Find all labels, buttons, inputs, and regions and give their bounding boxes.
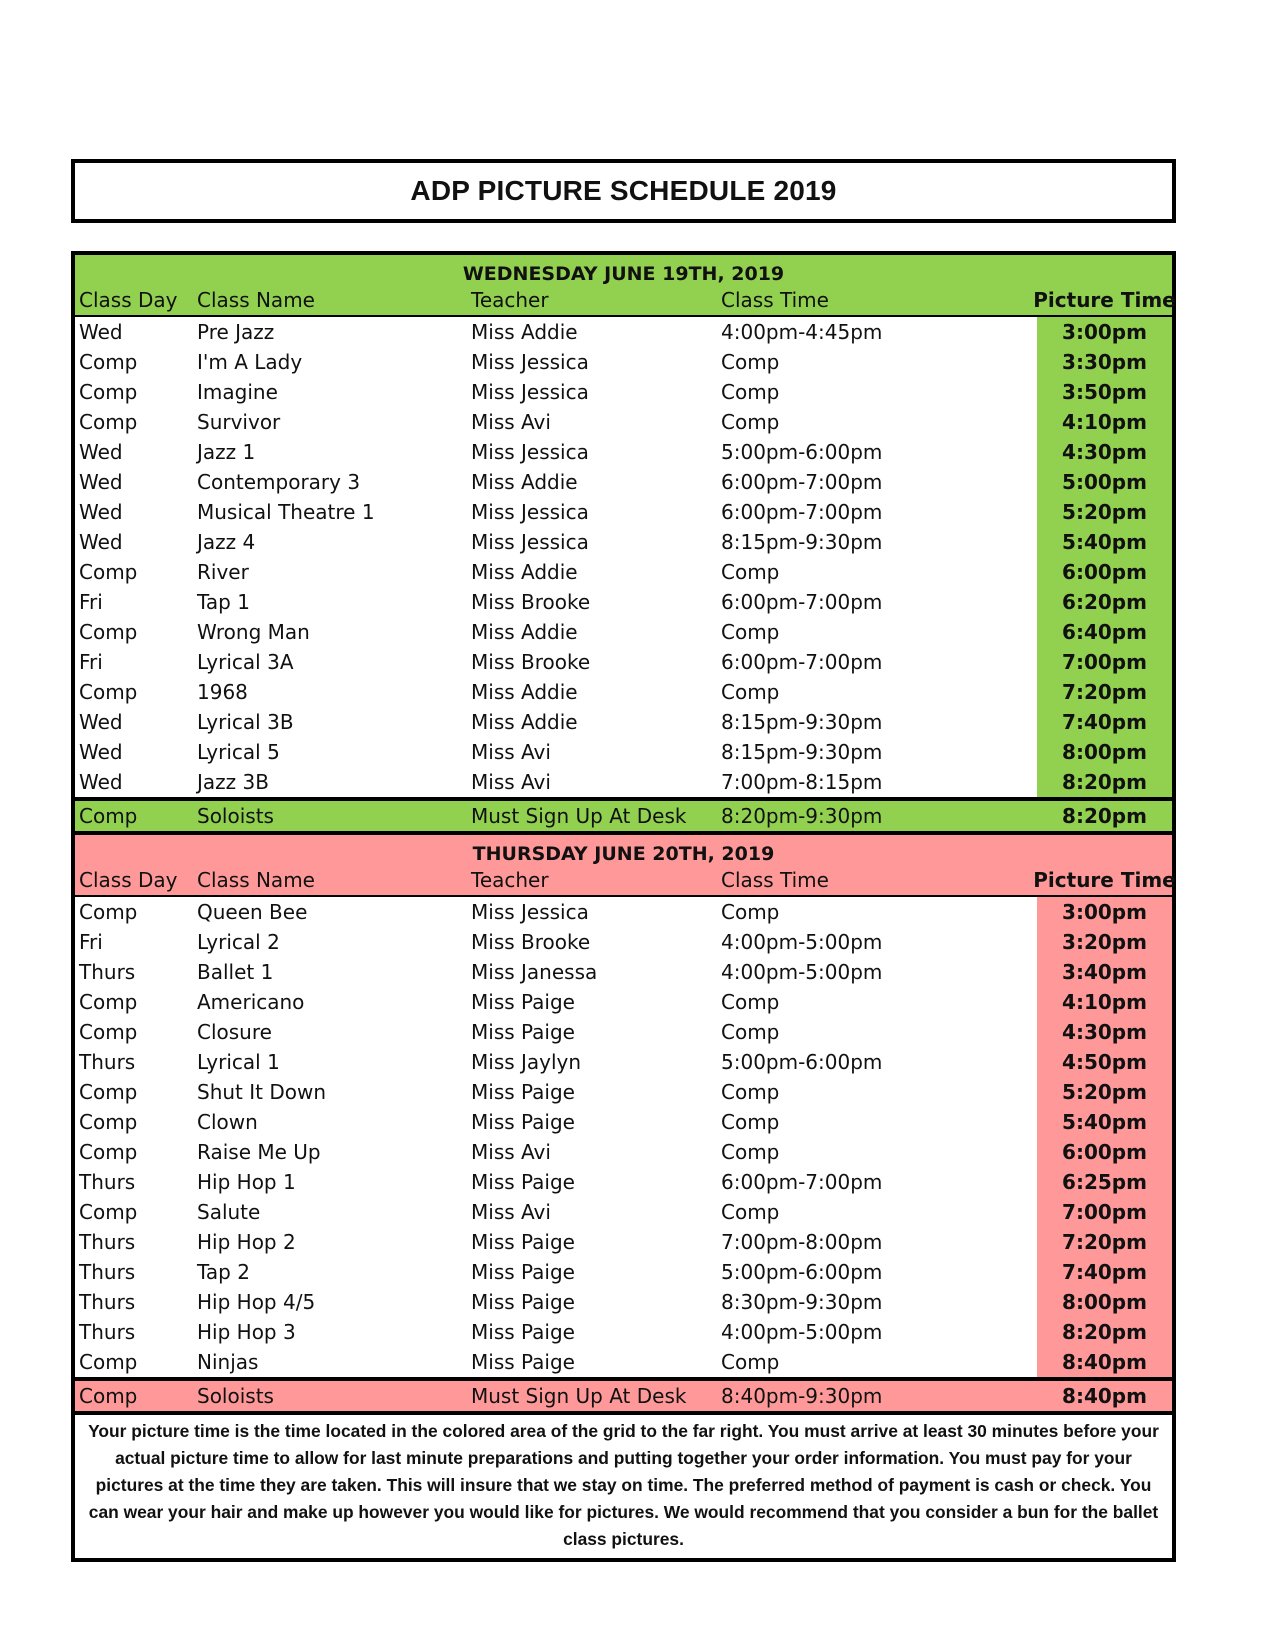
cell-class-time: 8:15pm-9:30pm bbox=[721, 710, 883, 734]
cell-class-day: Comp bbox=[79, 560, 138, 584]
cell-teacher: Miss Paige bbox=[471, 1260, 575, 1284]
cell-class-day: Comp bbox=[79, 1110, 138, 1134]
cell-class-time: 6:00pm-7:00pm bbox=[721, 500, 883, 524]
cell-picture-time: 4:50pm bbox=[1037, 1047, 1172, 1077]
instructions-note: Your picture time is the time located in the colored area of the grid to the far right. You must arrive at least 30 minutes before your actual picture time to allow for last minute preparations and putting together your order information. You must pay for your pictures at the time they are taken. This will insure that we stay on time. The preferred method of payment is cash or check. You can wear your hair and make up however you would like for pictures. We would recommend that you consider a bun for the ballet class pictures. bbox=[71, 1412, 1176, 1562]
cell-class-name: Hip Hop 2 bbox=[197, 1230, 296, 1254]
cell-class-time: Comp bbox=[721, 560, 780, 584]
table-row bbox=[75, 1227, 1172, 1257]
cell-class-name: Lyrical 1 bbox=[197, 1050, 280, 1074]
cell-class-day: Comp bbox=[79, 350, 138, 374]
thursday-column-header bbox=[75, 865, 1176, 897]
cell-teacher: Miss Avi bbox=[471, 770, 551, 794]
cell-teacher: Miss Jessica bbox=[471, 900, 589, 924]
cell-picture-time: 6:40pm bbox=[1037, 617, 1172, 647]
cell-class-time: Comp bbox=[721, 380, 780, 404]
cell-class-day: Thurs bbox=[79, 1230, 136, 1254]
cell-class-time: 6:00pm-7:00pm bbox=[721, 650, 883, 674]
cell-picture-time: 7:20pm bbox=[1037, 677, 1172, 707]
cell-teacher: Miss Addie bbox=[471, 620, 578, 644]
col-class-time: Class Time bbox=[721, 288, 829, 312]
cell-class-name: Shut It Down bbox=[197, 1080, 327, 1104]
cell-class-day: Fri bbox=[79, 930, 103, 954]
cell-picture-time: 8:40pm bbox=[1037, 1347, 1172, 1377]
cell-picture-time: 5:40pm bbox=[1037, 1107, 1172, 1137]
cell-picture-time: 6:20pm bbox=[1037, 587, 1172, 617]
cell-class-name: Imagine bbox=[197, 380, 278, 404]
cell-picture-time: 6:00pm bbox=[1037, 1137, 1172, 1167]
cell-picture-time: 5:20pm bbox=[1037, 1077, 1172, 1107]
soloists-class-time: 8:40pm-9:30pm bbox=[721, 1384, 883, 1408]
cell-class-day: Wed bbox=[79, 320, 123, 344]
soloists-teacher: Must Sign Up At Desk bbox=[471, 804, 687, 828]
soloists-teacher: Must Sign Up At Desk bbox=[471, 1384, 687, 1408]
cell-class-time: Comp bbox=[721, 1020, 780, 1044]
cell-picture-time: 3:00pm bbox=[1037, 897, 1172, 927]
cell-teacher: Miss Addie bbox=[471, 320, 578, 344]
cell-class-day: Comp bbox=[79, 410, 138, 434]
cell-class-name: Tap 2 bbox=[197, 1260, 250, 1284]
table-row bbox=[75, 677, 1172, 707]
table-row bbox=[75, 407, 1172, 437]
col-teacher: Teacher bbox=[471, 868, 549, 892]
cell-teacher: Miss Brooke bbox=[471, 930, 591, 954]
wednesday-rows bbox=[75, 317, 1172, 797]
cell-class-day: Thurs bbox=[79, 960, 136, 984]
table-row bbox=[75, 957, 1172, 987]
page-title: ADP PICTURE SCHEDULE 2019 bbox=[410, 175, 837, 206]
table-row bbox=[75, 1017, 1172, 1047]
cell-class-day: Thurs bbox=[79, 1290, 136, 1314]
cell-class-day: Thurs bbox=[79, 1320, 136, 1344]
soloists-picture-time: 8:20pm bbox=[1062, 804, 1147, 828]
cell-class-name: Clown bbox=[197, 1110, 258, 1134]
thursday-heading: THURSDAY JUNE 20TH, 2019 bbox=[75, 835, 1172, 865]
cell-class-day: Comp bbox=[79, 1350, 138, 1374]
table-row bbox=[75, 1197, 1172, 1227]
cell-teacher: Miss Jessica bbox=[471, 440, 589, 464]
cell-class-name: Tap 1 bbox=[197, 590, 250, 614]
cell-teacher: Miss Paige bbox=[471, 1230, 575, 1254]
cell-class-name: Pre Jazz bbox=[197, 320, 275, 344]
cell-class-time: 4:00pm-5:00pm bbox=[721, 1320, 883, 1344]
cell-class-time: 8:15pm-9:30pm bbox=[721, 530, 883, 554]
cell-class-day: Comp bbox=[79, 900, 138, 924]
wednesday-soloists-row bbox=[75, 797, 1172, 835]
schedule-table bbox=[71, 251, 1176, 1415]
cell-class-time: Comp bbox=[721, 1350, 780, 1374]
table-row bbox=[75, 1077, 1172, 1107]
wednesday-heading: WEDNESDAY JUNE 19TH, 2019 bbox=[75, 255, 1172, 285]
cell-class-name: River bbox=[197, 560, 249, 584]
table-row bbox=[75, 377, 1172, 407]
table-row bbox=[75, 617, 1172, 647]
table-row bbox=[75, 497, 1172, 527]
table-row bbox=[75, 737, 1172, 767]
soloists-name: Soloists bbox=[197, 804, 274, 828]
cell-picture-time: 7:00pm bbox=[1037, 1197, 1172, 1227]
cell-picture-time: 4:30pm bbox=[1037, 1017, 1172, 1047]
cell-teacher: Miss Addie bbox=[471, 680, 578, 704]
cell-teacher: Miss Avi bbox=[471, 740, 551, 764]
cell-picture-time: 7:00pm bbox=[1037, 647, 1172, 677]
cell-picture-time: 4:10pm bbox=[1037, 987, 1172, 1017]
table-row bbox=[75, 1047, 1172, 1077]
cell-class-time: Comp bbox=[721, 410, 780, 434]
cell-class-name: Hip Hop 1 bbox=[197, 1170, 296, 1194]
cell-teacher: Miss Jessica bbox=[471, 500, 589, 524]
title-box bbox=[71, 159, 1176, 223]
table-row bbox=[75, 1257, 1172, 1287]
cell-class-name: Survivor bbox=[197, 410, 281, 434]
cell-teacher: Miss Paige bbox=[471, 1350, 575, 1374]
cell-class-day: Comp bbox=[79, 1200, 138, 1224]
cell-picture-time: 8:00pm bbox=[1037, 737, 1172, 767]
cell-teacher: Miss Paige bbox=[471, 1170, 575, 1194]
cell-class-day: Thurs bbox=[79, 1170, 136, 1194]
cell-class-day: Wed bbox=[79, 440, 123, 464]
cell-class-time: 8:15pm-9:30pm bbox=[721, 740, 883, 764]
cell-picture-time: 5:00pm bbox=[1037, 467, 1172, 497]
cell-class-time: 5:00pm-6:00pm bbox=[721, 1260, 883, 1284]
cell-class-name: Contemporary 3 bbox=[197, 470, 361, 494]
cell-picture-time: 7:40pm bbox=[1037, 1257, 1172, 1287]
cell-class-name: Wrong Man bbox=[197, 620, 310, 644]
cell-class-time: 6:00pm-7:00pm bbox=[721, 1170, 883, 1194]
cell-class-time: Comp bbox=[721, 1080, 780, 1104]
cell-picture-time: 4:30pm bbox=[1037, 437, 1172, 467]
col-class-name: Class Name bbox=[197, 868, 315, 892]
cell-class-time: Comp bbox=[721, 1140, 780, 1164]
wednesday-column-header bbox=[75, 285, 1176, 317]
cell-class-day: Wed bbox=[79, 740, 123, 764]
cell-class-time: 5:00pm-6:00pm bbox=[721, 1050, 883, 1074]
cell-class-day: Wed bbox=[79, 530, 123, 554]
soloists-picture-time: 8:40pm bbox=[1062, 1384, 1147, 1408]
cell-teacher: Miss Avi bbox=[471, 410, 551, 434]
col-picture-time: Picture Time bbox=[1033, 288, 1176, 312]
cell-class-day: Thurs bbox=[79, 1260, 136, 1284]
table-row bbox=[75, 927, 1172, 957]
cell-class-name: Americano bbox=[197, 990, 305, 1014]
cell-class-time: 7:00pm-8:00pm bbox=[721, 1230, 883, 1254]
cell-class-time: 4:00pm-4:45pm bbox=[721, 320, 883, 344]
table-row bbox=[75, 1287, 1172, 1317]
cell-class-name: Musical Theatre 1 bbox=[197, 500, 375, 524]
cell-picture-time: 3:40pm bbox=[1037, 957, 1172, 987]
table-row bbox=[75, 1317, 1172, 1347]
table-row bbox=[75, 707, 1172, 737]
cell-class-day: Comp bbox=[79, 990, 138, 1014]
cell-class-time: Comp bbox=[721, 680, 780, 704]
cell-teacher: Miss Avi bbox=[471, 1200, 551, 1224]
table-row bbox=[75, 557, 1172, 587]
cell-picture-time: 8:00pm bbox=[1037, 1287, 1172, 1317]
cell-class-name: Hip Hop 3 bbox=[197, 1320, 296, 1344]
cell-class-time: 6:00pm-7:00pm bbox=[721, 590, 883, 614]
cell-class-time: 4:00pm-5:00pm bbox=[721, 960, 883, 984]
cell-teacher: Miss Paige bbox=[471, 1290, 575, 1314]
cell-picture-time: 6:25pm bbox=[1037, 1167, 1172, 1197]
cell-teacher: Miss Addie bbox=[471, 470, 578, 494]
table-row bbox=[75, 897, 1172, 927]
cell-teacher: Miss Addie bbox=[471, 710, 578, 734]
soloists-day: Comp bbox=[79, 1384, 138, 1408]
table-row bbox=[75, 317, 1172, 347]
cell-class-day: Fri bbox=[79, 590, 103, 614]
cell-teacher: Miss Paige bbox=[471, 1080, 575, 1104]
cell-teacher: Miss Jessica bbox=[471, 350, 589, 374]
col-class-name: Class Name bbox=[197, 288, 315, 312]
cell-class-day: Wed bbox=[79, 470, 123, 494]
cell-class-name: Ballet 1 bbox=[197, 960, 274, 984]
table-row bbox=[75, 437, 1172, 467]
cell-class-name: Closure bbox=[197, 1020, 272, 1044]
soloists-name: Soloists bbox=[197, 1384, 274, 1408]
cell-teacher: Miss Jessica bbox=[471, 530, 589, 554]
cell-class-name: Jazz 1 bbox=[197, 440, 256, 464]
cell-class-day: Wed bbox=[79, 770, 123, 794]
thursday-soloists-row bbox=[75, 1377, 1172, 1415]
soloists-day: Comp bbox=[79, 804, 138, 828]
cell-picture-time: 5:20pm bbox=[1037, 497, 1172, 527]
col-class-day: Class Day bbox=[79, 868, 178, 892]
cell-class-day: Comp bbox=[79, 380, 138, 404]
cell-class-name: 1968 bbox=[197, 680, 248, 704]
cell-picture-time: 5:40pm bbox=[1037, 527, 1172, 557]
cell-class-time: Comp bbox=[721, 620, 780, 644]
cell-teacher: Miss Paige bbox=[471, 1020, 575, 1044]
thursday-rows bbox=[75, 897, 1172, 1377]
cell-class-name: Hip Hop 4/5 bbox=[197, 1290, 316, 1314]
cell-class-time: Comp bbox=[721, 350, 780, 374]
cell-picture-time: 7:20pm bbox=[1037, 1227, 1172, 1257]
cell-class-day: Comp bbox=[79, 1080, 138, 1104]
cell-teacher: Miss Paige bbox=[471, 1320, 575, 1344]
cell-class-name: Lyrical 5 bbox=[197, 740, 280, 764]
cell-teacher: Miss Jessica bbox=[471, 380, 589, 404]
table-row bbox=[75, 647, 1172, 677]
cell-class-name: Ninjas bbox=[197, 1350, 259, 1374]
cell-class-time: 4:00pm-5:00pm bbox=[721, 930, 883, 954]
cell-class-time: Comp bbox=[721, 900, 780, 924]
cell-class-name: Raise Me Up bbox=[197, 1140, 321, 1164]
cell-class-name: Queen Bee bbox=[197, 900, 308, 924]
cell-picture-time: 4:10pm bbox=[1037, 407, 1172, 437]
cell-class-day: Fri bbox=[79, 650, 103, 674]
cell-picture-time: 3:50pm bbox=[1037, 377, 1172, 407]
cell-class-name: Salute bbox=[197, 1200, 261, 1224]
table-row bbox=[75, 587, 1172, 617]
cell-picture-time: 8:20pm bbox=[1037, 1317, 1172, 1347]
table-row bbox=[75, 1107, 1172, 1137]
cell-teacher: Miss Avi bbox=[471, 1140, 551, 1164]
soloists-class-time: 8:20pm-9:30pm bbox=[721, 804, 883, 828]
cell-class-time: Comp bbox=[721, 1110, 780, 1134]
col-class-day: Class Day bbox=[79, 288, 178, 312]
cell-class-day: Thurs bbox=[79, 1050, 136, 1074]
table-row bbox=[75, 767, 1172, 797]
cell-teacher: Miss Paige bbox=[471, 1110, 575, 1134]
cell-teacher: Miss Janessa bbox=[471, 960, 598, 984]
table-row bbox=[75, 467, 1172, 497]
cell-class-time: 5:00pm-6:00pm bbox=[721, 440, 883, 464]
cell-picture-time: 7:40pm bbox=[1037, 707, 1172, 737]
cell-class-name: Lyrical 2 bbox=[197, 930, 280, 954]
cell-picture-time: 3:00pm bbox=[1037, 317, 1172, 347]
table-row bbox=[75, 1167, 1172, 1197]
cell-class-day: Comp bbox=[79, 620, 138, 644]
col-class-time: Class Time bbox=[721, 868, 829, 892]
cell-class-name: Lyrical 3A bbox=[197, 650, 294, 674]
table-row bbox=[75, 1347, 1172, 1377]
cell-teacher: Miss Addie bbox=[471, 560, 578, 584]
cell-class-name: Jazz 4 bbox=[197, 530, 256, 554]
cell-class-day: Wed bbox=[79, 710, 123, 734]
cell-class-day: Comp bbox=[79, 1020, 138, 1044]
table-row bbox=[75, 1137, 1172, 1167]
cell-class-time: 6:00pm-7:00pm bbox=[721, 470, 883, 494]
table-row bbox=[75, 347, 1172, 377]
cell-picture-time: 8:20pm bbox=[1037, 767, 1172, 797]
col-picture-time: Picture Time bbox=[1033, 868, 1176, 892]
cell-class-name: Lyrical 3B bbox=[197, 710, 294, 734]
cell-class-day: Wed bbox=[79, 500, 123, 524]
cell-class-name: Jazz 3B bbox=[197, 770, 269, 794]
cell-teacher: Miss Paige bbox=[471, 990, 575, 1014]
cell-teacher: Miss Jaylyn bbox=[471, 1050, 582, 1074]
table-row bbox=[75, 987, 1172, 1017]
cell-picture-time: 3:20pm bbox=[1037, 927, 1172, 957]
cell-picture-time: 6:00pm bbox=[1037, 557, 1172, 587]
cell-class-time: Comp bbox=[721, 990, 780, 1014]
table-row bbox=[75, 527, 1172, 557]
cell-picture-time: 3:30pm bbox=[1037, 347, 1172, 377]
col-teacher: Teacher bbox=[471, 288, 549, 312]
cell-class-name: I'm A Lady bbox=[197, 350, 303, 374]
cell-class-time: 8:30pm-9:30pm bbox=[721, 1290, 883, 1314]
cell-teacher: Miss Brooke bbox=[471, 590, 591, 614]
cell-class-time: 7:00pm-8:15pm bbox=[721, 770, 883, 794]
cell-teacher: Miss Brooke bbox=[471, 650, 591, 674]
cell-class-day: Comp bbox=[79, 680, 138, 704]
cell-class-day: Comp bbox=[79, 1140, 138, 1164]
cell-class-time: Comp bbox=[721, 1200, 780, 1224]
